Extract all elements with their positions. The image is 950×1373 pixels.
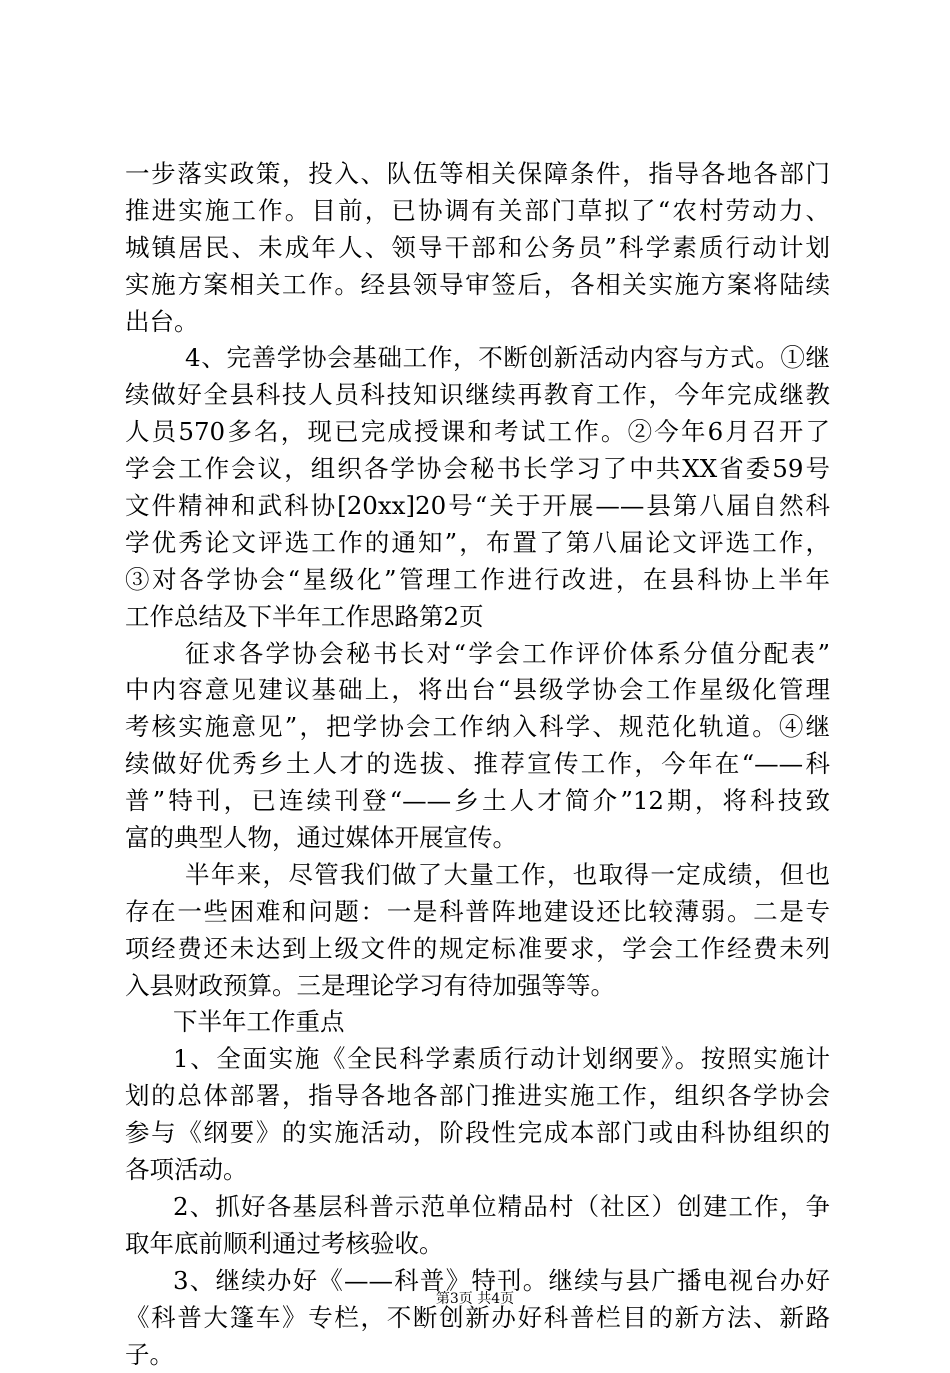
text-line: 富的典型人物，通过媒体开展宣传。 — [125, 820, 830, 857]
text-line: 考核实施意见”，把学协会工作纳入科学、规范化轨道。④继 — [125, 709, 830, 746]
text-line: 续做好全县科技人员科技知识继续再教育工作，今年完成继教 — [125, 377, 830, 414]
text-line: 普”特刊，已连续刊登“——乡土人才简介”12期，将科技致 — [125, 783, 830, 820]
text-line: 学优秀论文评选工作的通知”，布置了第八届论文评选工作， — [125, 525, 830, 562]
text-line: 城镇居民、未成年人、领导干部和公务员”科学素质行动计划 — [125, 230, 830, 267]
text-line: 工作总结及下半年工作思路第2页 — [125, 599, 830, 636]
text-line: 1、全面实施《全民科学素质行动计划纲要》。按照实施计 — [125, 1041, 830, 1078]
text-line: 实施方案相关工作。经县领导审签后，各相关实施方案将陆续 — [125, 267, 830, 304]
text-line: 续做好优秀乡土人才的选拔、推荐宣传工作，今年在“——科 — [125, 746, 830, 783]
text-line: 各项活动。 — [125, 1152, 830, 1189]
document-body — [125, 156, 830, 1373]
text-line: 取年底前顺利通过考核验收。 — [125, 1226, 830, 1263]
section-heading: 下半年工作重点 — [125, 1004, 830, 1041]
text-line: 项经费还未达到上级文件的规定标准要求，学会工作经费未列 — [125, 931, 830, 968]
text-line: 3、继续办好《——科普》特刊。继续与县广播电视台办好 — [125, 1263, 830, 1300]
text-line: ③对各学协会“星级化”管理工作进行改进，在县科协上半年 — [125, 562, 830, 599]
text-line: 划的总体部署，指导各地各部门推进实施工作，组织各学协会 — [125, 1078, 830, 1115]
text-line: 2、抓好各基层科普示范单位精品村（社区）创建工作，争 — [125, 1189, 830, 1226]
text-line: 征求各学协会秘书长对“学会工作评价体系分值分配表” — [125, 636, 830, 673]
text-line: 入县财政预算。三是理论学习有待加强等等。 — [125, 968, 830, 1005]
text-line: 子。 — [125, 1337, 830, 1373]
page-number: 第3页 共4页 — [0, 1288, 950, 1308]
text-line: 《科普大篷车》专栏，不断创新办好科普栏目的新方法、新路 — [125, 1300, 830, 1337]
text-line: 人员570多名，现已完成授课和考试工作。②今年6月召开了 — [125, 414, 830, 451]
text-line: 学会工作会议，组织各学协会秘书长学习了中共XX省委59号 — [125, 451, 830, 488]
text-line: 文件精神和武科协[20xx]20号“关于开展——县第八届自然科 — [125, 488, 830, 525]
text-line: 半年来，尽管我们做了大量工作，也取得一定成绩，但也 — [125, 857, 830, 894]
text-line: 出台。 — [125, 304, 830, 341]
text-line: 推进实施工作。目前，已协调有关部门草拟了“农村劳动力、 — [125, 193, 830, 230]
text-line: 一步落实政策，投入、队伍等相关保障条件，指导各地各部门 — [125, 156, 830, 193]
text-line: 参与《纲要》的实施活动，阶段性完成本部门或由科协组织的 — [125, 1115, 830, 1152]
text-line: 中内容意见建议基础上，将出台“县级学协会工作星级化管理 — [125, 672, 830, 709]
text-line: 4、完善学协会基础工作，不断创新活动内容与方式。①继 — [125, 340, 830, 377]
text-line: 存在一些困难和问题：一是科普阵地建设还比较薄弱。二是专 — [125, 894, 830, 931]
